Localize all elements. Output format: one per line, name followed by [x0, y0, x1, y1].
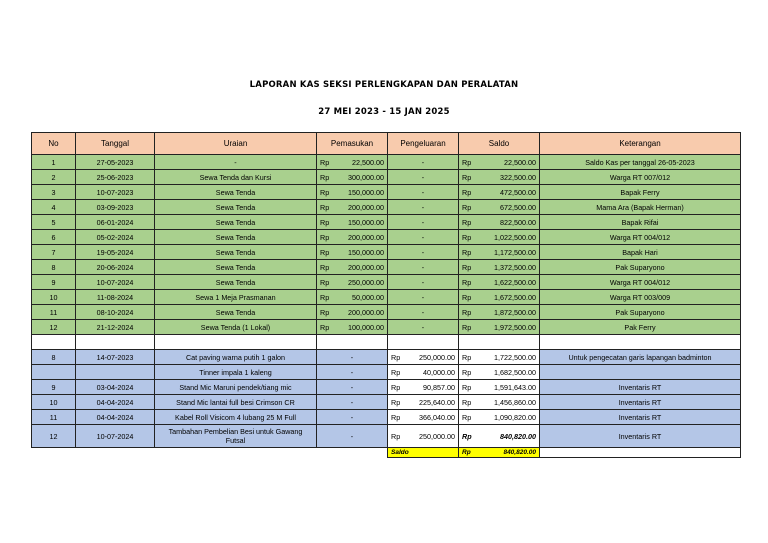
- row-date: 21-12-2024: [96, 322, 134, 332]
- row-no: 10: [49, 397, 58, 407]
- row-note: Pak Suparyono: [615, 307, 665, 317]
- row-expense: 250,000.00: [419, 352, 455, 362]
- table-row: [32, 245, 741, 260]
- row-expense: 90,857.00: [423, 382, 455, 392]
- table-row: [32, 320, 741, 335]
- currency-label: Rp: [320, 172, 330, 182]
- currency-label: Rp: [462, 262, 472, 272]
- row-no: 2: [51, 172, 56, 182]
- row-expense: -: [421, 217, 425, 227]
- currency-label: Rp: [320, 217, 330, 227]
- currency-label: Rp: [320, 322, 330, 332]
- row-no: 11: [49, 412, 58, 422]
- row-income: 200,000.00: [348, 202, 384, 212]
- row-desc: Sewa Tenda: [215, 262, 256, 272]
- row-date: 10-07-2024: [96, 431, 134, 441]
- currency-label: Rp: [462, 247, 472, 257]
- table-row: [32, 365, 741, 380]
- row-saldo: 1,682,500.00: [494, 367, 536, 377]
- currency-label: Rp: [391, 367, 401, 377]
- row-date: 11-08-2024: [96, 292, 134, 302]
- header-keterangan: Keterangan: [540, 133, 741, 155]
- row-date: 20-06-2024: [96, 262, 134, 272]
- currency-label: Rp: [462, 292, 472, 302]
- row-date: 10-07-2024: [96, 277, 134, 287]
- row-no: 8: [51, 262, 56, 272]
- row-income: -: [350, 352, 354, 362]
- cash-report-table: [31, 132, 741, 458]
- row-expense: 366,040.00: [419, 412, 455, 422]
- row-date: 03-09-2023: [96, 202, 134, 212]
- row-expense: -: [421, 232, 425, 242]
- table-row: [32, 170, 741, 185]
- row-saldo: 840,820.00: [500, 431, 536, 441]
- table-row: [32, 395, 741, 410]
- row-note: Pak Ferry: [624, 322, 656, 332]
- row-desc: Sewa Tenda: [215, 217, 256, 227]
- saldo-footer-row: [32, 448, 741, 458]
- row-expense: -: [421, 292, 425, 302]
- row-income: 300,000.00: [348, 172, 384, 182]
- row-note: Warga RT 007/012: [609, 172, 671, 182]
- row-income: -: [350, 367, 354, 377]
- row-desc: Sewa Tenda: [215, 247, 256, 257]
- row-note: Mama Ara (Bapak Herman): [596, 202, 684, 212]
- row-saldo: 1,022,500.00: [494, 232, 536, 242]
- row-note: Untuk pengecatan garis lapangan badminton: [568, 352, 712, 362]
- currency-label: Rp: [320, 277, 330, 287]
- row-income: 200,000.00: [348, 232, 384, 242]
- blank-row: [32, 335, 741, 350]
- currency-label: Rp: [462, 431, 472, 441]
- footer-currency: Rp: [462, 449, 471, 456]
- footer-saldo-value: 840,820.00: [503, 449, 536, 456]
- row-desc: Sewa Tenda: [215, 307, 256, 317]
- table-row: [32, 380, 741, 395]
- row-income: 250,000.00: [348, 277, 384, 287]
- row-saldo: 1,672,500.00: [494, 292, 536, 302]
- row-saldo: 822,500.00: [500, 217, 536, 227]
- table-row: [32, 290, 741, 305]
- row-note: Warga RT 003/009: [609, 292, 671, 302]
- header-no: No: [32, 133, 76, 155]
- currency-label: Rp: [462, 232, 472, 242]
- row-desc: Sewa 1 Meja Prasmanan: [195, 292, 276, 302]
- row-income: -: [350, 397, 354, 407]
- row-expense: -: [421, 202, 425, 212]
- row-saldo: 1,972,500.00: [494, 322, 536, 332]
- row-saldo: 1,172,500.00: [494, 247, 536, 257]
- row-income: 150,000.00: [348, 247, 384, 257]
- currency-label: Rp: [320, 232, 330, 242]
- row-date: 04-04-2024: [96, 397, 134, 407]
- table-header-row: [32, 133, 741, 155]
- row-income: -: [350, 412, 354, 422]
- row-income: 150,000.00: [348, 217, 384, 227]
- currency-label: Rp: [462, 397, 472, 407]
- currency-label: Rp: [320, 247, 330, 257]
- row-saldo: 1,456,860.00: [494, 397, 536, 407]
- row-desc: Sewa Tenda: [215, 187, 256, 197]
- row-expense: -: [421, 262, 425, 272]
- row-desc: Sewa Tenda: [215, 277, 256, 287]
- header-pengeluaran: Pengeluaran: [388, 133, 459, 155]
- row-saldo: 1,722,500.00: [494, 352, 536, 362]
- currency-label: Rp: [462, 157, 472, 167]
- row-expense: 225,640.00: [419, 397, 455, 407]
- currency-label: Rp: [391, 352, 401, 362]
- header-uraian: Uraian: [155, 133, 317, 155]
- currency-label: Rp: [320, 292, 330, 302]
- row-income: 50,000.00: [352, 292, 384, 302]
- currency-label: Rp: [462, 322, 472, 332]
- currency-label: Rp: [320, 262, 330, 272]
- row-note: Inventaris RT: [618, 397, 662, 407]
- header-saldo: Saldo: [459, 133, 540, 155]
- table-row: [32, 200, 741, 215]
- row-desc: Stand Mic Maruni pendek/tiang mic: [179, 382, 292, 392]
- row-expense: -: [421, 322, 425, 332]
- table-row: [32, 185, 741, 200]
- row-desc: Cat paving warna putih 1 galon: [185, 352, 286, 362]
- currency-label: Rp: [391, 382, 401, 392]
- row-no: 5: [51, 217, 56, 227]
- row-date: 05-02-2024: [96, 232, 134, 242]
- currency-label: Rp: [391, 412, 401, 422]
- row-desc: -: [234, 157, 237, 167]
- row-saldo: 1,372,500.00: [494, 262, 536, 272]
- row-expense: 40,000.00: [423, 367, 455, 377]
- header-tanggal: Tanggal: [76, 133, 155, 155]
- currency-label: Rp: [462, 412, 472, 422]
- currency-label: Rp: [462, 187, 472, 197]
- row-expense: -: [421, 277, 425, 287]
- row-note: Warga RT 004/012: [609, 277, 671, 287]
- currency-label: Rp: [462, 217, 472, 227]
- row-saldo: 322,500.00: [500, 172, 536, 182]
- row-desc: Sewa Tenda (1 Lokal): [200, 322, 271, 332]
- row-saldo: 22,500.00: [504, 157, 536, 167]
- currency-label: Rp: [320, 307, 330, 317]
- table-row: [32, 155, 741, 170]
- currency-label: Rp: [462, 382, 472, 392]
- row-expense: -: [421, 307, 425, 317]
- row-date: 03-04-2024: [96, 382, 134, 392]
- row-no: 9: [51, 277, 56, 287]
- table-row: [32, 350, 741, 365]
- row-expense: -: [421, 187, 425, 197]
- row-income: -: [350, 382, 354, 392]
- row-income: 200,000.00: [348, 262, 384, 272]
- row-income: 22,500.00: [352, 157, 384, 167]
- row-no: 12: [49, 322, 58, 332]
- row-desc: Tinner impala 1 kaleng: [199, 367, 272, 377]
- row-no: 7: [51, 247, 56, 257]
- row-expense: 250,000.00: [419, 431, 455, 441]
- row-date: 25-06-2023: [96, 172, 134, 182]
- row-saldo: 1,622,500.00: [494, 277, 536, 287]
- currency-label: Rp: [462, 277, 472, 287]
- row-saldo: 672,500.00: [500, 202, 536, 212]
- currency-label: Rp: [320, 157, 330, 167]
- row-saldo: 1,591,643.00: [494, 382, 536, 392]
- row-saldo: 1,090,820.00: [494, 412, 536, 422]
- row-no: 4: [51, 202, 56, 212]
- table-row: [32, 260, 741, 275]
- header-pemasukan: Pemasukan: [317, 133, 388, 155]
- row-saldo: 472,500.00: [500, 187, 536, 197]
- row-no: 8: [51, 352, 56, 362]
- currency-label: Rp: [462, 307, 472, 317]
- row-desc: Sewa Tenda: [215, 202, 256, 212]
- currency-label: Rp: [462, 202, 472, 212]
- row-no: 12: [49, 431, 58, 441]
- row-note: Bapak Rifai: [621, 217, 659, 227]
- table-row: [32, 215, 741, 230]
- row-no: 1: [51, 157, 56, 167]
- row-expense: -: [421, 247, 425, 257]
- currency-label: Rp: [320, 187, 330, 197]
- row-date: 27-05-2023: [96, 157, 134, 167]
- row-note: Bapak Ferry: [620, 187, 660, 197]
- row-date: 14-07-2023: [96, 352, 134, 362]
- row-desc: Tambahan Pembelian Besi untuk Gawang Futsal: [168, 427, 303, 445]
- row-income: -: [350, 431, 354, 441]
- row-saldo: 1,872,500.00: [494, 307, 536, 317]
- table-row: [32, 410, 741, 425]
- report-period: 27 MEI 2023 - 15 JAN 2025: [318, 107, 450, 117]
- table-row: [32, 425, 741, 448]
- table-row: [32, 305, 741, 320]
- row-no: 6: [51, 232, 56, 242]
- row-date: 19-05-2024: [96, 247, 134, 257]
- row-date: 10-07-2023: [96, 187, 134, 197]
- row-date: 08-10-2024: [96, 307, 134, 317]
- row-expense: -: [421, 172, 425, 182]
- row-no: 3: [51, 187, 56, 197]
- currency-label: Rp: [391, 431, 401, 441]
- currency-label: Rp: [462, 352, 472, 362]
- row-income: 100,000.00: [348, 322, 384, 332]
- row-note: Pak Suparyono: [615, 262, 665, 272]
- footer-saldo-label: Saldo: [388, 448, 459, 458]
- row-no: 10: [49, 292, 58, 302]
- row-income: 200,000.00: [348, 307, 384, 317]
- row-desc: Sewa Tenda: [215, 232, 256, 242]
- row-note: Saldo Kas per tanggal 26-05-2023: [585, 157, 695, 167]
- row-note: Inventaris RT: [618, 412, 662, 422]
- row-expense: -: [421, 157, 425, 167]
- row-note: Bapak Hari: [622, 247, 658, 257]
- row-date: 04-04-2024: [96, 412, 134, 422]
- table-row: [32, 230, 741, 245]
- row-date: 06-01-2024: [96, 217, 134, 227]
- row-note: Warga RT 004/012: [609, 232, 671, 242]
- currency-label: Rp: [391, 397, 401, 407]
- row-note: Inventaris RT: [618, 382, 662, 392]
- row-no: 11: [49, 307, 58, 317]
- row-note: Inventaris RT: [618, 431, 662, 441]
- currency-label: Rp: [320, 202, 330, 212]
- currency-label: Rp: [462, 172, 472, 182]
- table-row: [32, 275, 741, 290]
- report-title: LAPORAN KAS SEKSI PERLENGKAPAN DAN PERALATAN: [249, 80, 519, 90]
- row-desc: Kabel Roll Visicom 4 lubang 25 M Full: [175, 412, 296, 422]
- row-desc: Sewa Tenda dan Kursi: [199, 172, 272, 182]
- row-income: 150,000.00: [348, 187, 384, 197]
- row-desc: Stand Mic lantai full besi Crimson CR: [176, 397, 295, 407]
- currency-label: Rp: [462, 367, 472, 377]
- row-no: 9: [51, 382, 56, 392]
